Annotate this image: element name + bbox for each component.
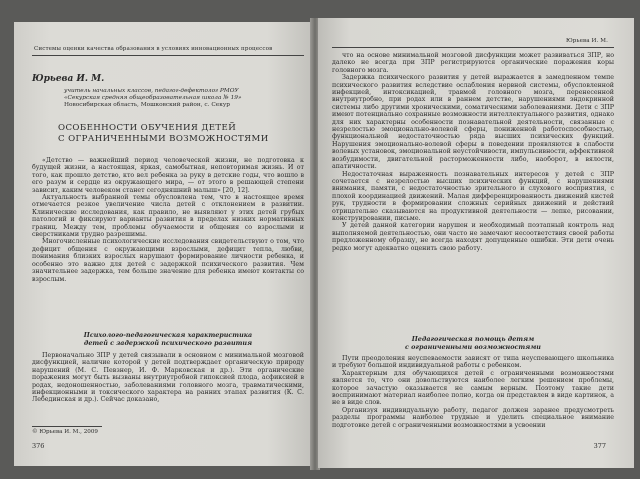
header-rule-left — [32, 55, 304, 56]
subheading-line: Педагогическая помощь детям — [411, 335, 535, 343]
right-page — [318, 18, 634, 468]
paragraph: У детей данной категории нарушен и необходимый поэтапный контроль над выполняемой деятельностью, они часто не замечают несоответствия своей работы предложенному образцу, не всегда находят допущенные ошибки. Эти дети очень редко могут адекватно оценить свою работу. — [332, 222, 614, 252]
paragraph: «Детство — важнейший период человеческой жизни, не подготовка к будущей жизни, а настоящая, яркая, самобытная, неповторимая жизнь. И от того, как прошло детство, кто вел ребенка за руку в детские годы, что вошло в его разум и сердце из окружающего мира, — от этого в решающей степени зависит, каким человеком станет сегодняшний малыш» [20, 12]. — [32, 157, 304, 194]
paragraph: Первоначально ЗПР у детей связывали в основном с минимальной мозговой дисфункцией, наличие которой у детей подтверждает органическую природу нарушений (М. С. Певзнер, И. Ф. Марковская и др.). Эти органические поражения могут быть вызваны внутриутробной гипоксией плода, асфиксией в родах, недоношенностью, заболеваниями головного мозга, травматическими, инфекционными и токсического характера на ранних этапах развития (К. С. Лебединская и др.). Сейчас доказано, — [32, 352, 304, 404]
left-page — [14, 22, 312, 466]
paragraph: что на основе минимальной мозговой дисфункции может развиваться ЗПР, но далеко не всегда при ЗПР регистрируются органические поражения коры головного мозга. — [332, 52, 614, 74]
paragraph: Актуальность выбранной темы обусловлена тем, что в настоящее время отмечается резкое увеличение числа детей с отклонением в развитии. Клинические исследования, как правило, не выявляют у этих детей грубых патологий и фиксируют варианты развития в пределах низких нормативных границ. Между тем, проблемы обучаемости и общения со взрослыми и сверстниками трудно разрешимы. — [32, 194, 304, 239]
running-head-left: Системы оценки качества образования в условиях инновационных процессов — [34, 46, 273, 52]
title-line: ОСОБЕННОСТИ ОБУЧЕНИЯ ДЕТЕЙ — [58, 123, 237, 133]
body-text-top-right — [332, 52, 614, 252]
author-name: Юрьева И. М. — [32, 74, 105, 84]
subheading-left — [32, 332, 304, 347]
paragraph: Многочисленные психологические исследования свидетельствуют о том, что дефицит общения с окружающими взрослыми, дефицит тепла, любви, понимания близких взрослых нарушают формирование личности ребенка, и особенно это важно для детей с задержкой психического развития. Чем значительнее задержка, тем больше значение для ребенка имеют контакты со взрослым. — [32, 238, 304, 283]
affiliation-line: Новосибирская область, Мошковский район, с. Секур — [64, 101, 230, 108]
page-number-left: 376 — [32, 442, 45, 450]
subheading-line: детей с задержкой психического развития — [83, 338, 253, 347]
copyright-note: © Юрьева И. М., 2009 — [32, 429, 98, 435]
author-affiliation — [64, 88, 242, 108]
running-head-right: Юрьева И. М. — [565, 38, 608, 44]
body-text-top-left — [32, 157, 304, 283]
page-number-right: 377 — [593, 442, 606, 450]
header-rule-right — [332, 47, 614, 48]
body-text-bottom-right — [332, 355, 614, 429]
affiliation-line: учитель начальных классов, педагог-дефектолог РМОУ — [64, 88, 239, 94]
paragraph: Задержка психического развития у детей выражается в замедленном темпе психического развития вследствие ослабления нервной системы, обусловленной инфекцией, интоксикацией, травмой головного мозга, перенесенной внутриутробно, при родах или в раннем детстве, нарушениями эндокринной системы либо другими хроническими, соматическими заболеваниями. Дети с ЗПР имеют потенциально сохранные возможности интеллектуального развития, однако для них характерны особенности познавательной деятельности, связанные с незрелостью эмоционально-волевой сферы, пониженной работоспособностью, функциональной недостаточностью ряда высших психических функций. Нарушения эмоционально-волевой сферы в поведении проявляются в слабости волевых установок, эмоциональной неустойчивости, импульсивности, аффективной возбудимости, двигательной расторможенности либо, наоборот, в вялости, апатичности. — [332, 74, 614, 171]
title-line: С ОГРАНИЧЕННЫМИ ВОЗМОЖНОСТЯМИ — [58, 134, 269, 144]
paragraph: Недостаточная выраженность познавательных интересов у детей с ЗПР сочетается с незрелостью высших психических функций, с нарушениями внимания, памяти, с недостаточностью зрительного и слухового восприятия, с плохой координацией движений. Малая дифференцированность движений кистей рук, трудности в формировании сложных серийных движений и действий отрицательно сказываются на продуктивной деятельности — лепке, рисовании, конструировании, письме. — [332, 170, 614, 222]
subheading-line: Психолого-педагогическая характеристика — [83, 331, 253, 339]
article-title — [58, 123, 269, 145]
subheading-right — [332, 336, 614, 351]
footnote-rule — [32, 426, 102, 427]
paragraph: Организуя индивидуальную работу, педагог должен заранее предусмотреть разделы программы наиболее трудные и уделить специальное внимание подготовке детей с ограниченными возможностями в усвоении — [332, 406, 614, 429]
body-text-bottom-left — [32, 352, 304, 404]
affiliation-line: «Секурская средняя общеобразовательная школа № 19» — [64, 94, 242, 101]
paragraph: Пути преодоления неуспеваемости зависят от типа неуспевающего школьника и требуют большой индивидуальной работы с ребенком. — [332, 355, 614, 370]
subheading-line: с ограниченными возможностями — [405, 342, 541, 351]
paragraph: Характерным для обучающихся детей с ограниченными возможностями является то, что они довольствуются наиболее легким решением проблемы, которое зачастую оказывается не самым верным. Поэтому такие дети воспринимают материал наиболее полно, когда он представлен в виде картинок, а не в виде слов. — [332, 369, 614, 407]
